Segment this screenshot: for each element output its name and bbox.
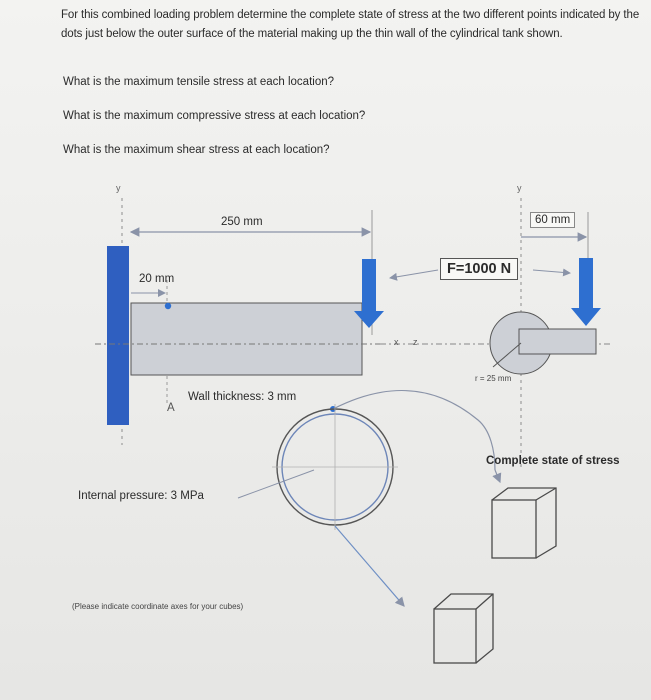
pressure-pointer xyxy=(238,470,314,498)
lever-arm xyxy=(519,329,596,354)
fixed-wall xyxy=(107,246,129,425)
label-cube-note: (Please indicate coordinate axes for your cubes) xyxy=(72,602,244,611)
label-60mm: 60 mm xyxy=(530,212,575,228)
cylindrical-tank xyxy=(131,303,362,375)
label-250mm: 250 mm xyxy=(221,216,263,228)
label-force: F=1000 N xyxy=(440,258,518,280)
label-internal-pressure: Internal pressure: 3 MPa xyxy=(78,490,204,502)
label-z-axis: z xyxy=(413,337,418,347)
callout-curve xyxy=(333,390,495,470)
label-radius: r = 25 mm xyxy=(475,374,512,383)
stress-cube-upper xyxy=(492,488,556,558)
label-point-a: A xyxy=(167,402,175,414)
label-complete-state: Complete state of stress xyxy=(486,455,620,467)
lower-cube-pointer xyxy=(335,526,404,606)
label-left-y: y xyxy=(116,183,121,193)
label-20mm: 20 mm xyxy=(139,273,175,285)
label-wall-thickness: Wall thickness: 3 mm xyxy=(188,391,297,403)
stress-cube-lower xyxy=(434,594,493,663)
force-arrow-head-right xyxy=(571,308,601,326)
point-b-dot xyxy=(165,303,171,309)
label-right-y: y xyxy=(517,183,522,193)
question-max-compressive: What is the maximum compressive stress at each location? xyxy=(63,110,366,122)
question-max-tensile: What is the maximum tensile stress at each location? xyxy=(63,76,335,88)
force-pointer-right xyxy=(533,270,570,273)
question-max-shear: What is the maximum shear stress at each location? xyxy=(63,144,330,156)
force-arrow-shaft-left xyxy=(362,259,376,311)
problem-statement: For this combined loading problem determine the complete state of stress at the two different points indicated by the dots just below the outer surface of the material making up the thin wall of the cylindrical tank shown. xyxy=(61,9,640,40)
label-x-axis: x xyxy=(394,337,399,347)
callout-curve-arrow xyxy=(495,470,500,482)
force-pointer-left xyxy=(390,270,438,278)
force-arrow-shaft-right xyxy=(579,258,593,308)
